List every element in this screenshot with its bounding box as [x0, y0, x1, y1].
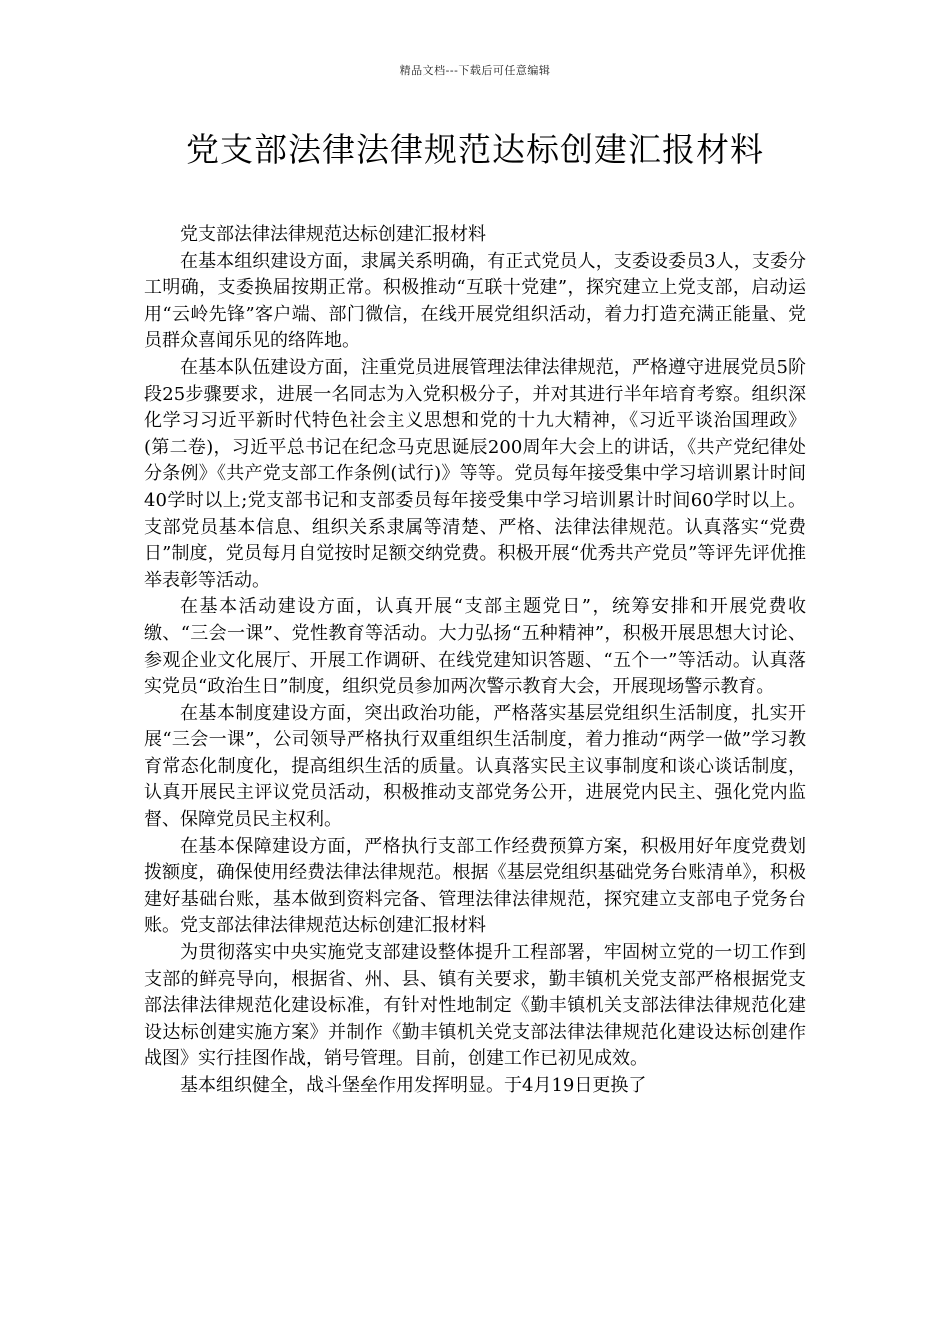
- paragraph-organization-sound: 基本组织健全，战斗堡垒作用发挥明显。于4月19日更换了: [180, 1075, 647, 1096]
- paragraph-team: 在基本队伍建设方面，注重党员进展管理法律法律规范，严格遵守进展党员5阶段25步骤要求，进展一名同志为入党积极分子，并对其进行半年培育考察。组织深化学习习近平新时代特色社会主义思想和党的十九大精神，《习近平谈治国理政》(第二卷)，习近平总书记在纪念马克思诞辰200周年大会上的讲话，《共产党纪律处分条例》《共产党支部工作条例(试行)》等等。党员每年接受集中学习培训累计时间40学时以上;党支部书记和支部委员每年接受集中学习培训累计时间60学时以上。支部党员基本信息、组织关系隶属等清楚、严格、法律法律规范。认真落实“党费日”制度，党员每月自觉按时足额交纳党费。积极开展“优秀共产党员”等评先评优推举表彰等活动。: [144, 356, 806, 591]
- document-title: 党支部法律法律规范达标创建汇报材料: [186, 130, 764, 169]
- paragraph-implementation: 为贯彻落实中央实施党支部建设整体提升工程部署，牢固树立党的一切工作到支部的鲜亮导向，根据省、州、县、镇有关要求，勤丰镇机关党支部严格根据党支部法律法律规范化建设标准，有针对性地制定《勤丰镇机关支部法律法律规范化建设达标创建实施方案》并制作《勤丰镇机关党支部法律法律规范化建设达标创建作战图》实行挂图作战，销号管理。目前，创建工作已初见成效。: [144, 942, 806, 1070]
- paragraph-organization: 在基本组织建设方面，隶属关系明确，有正式党员人，支委设委员3人，支委分工明确，支委换届按期正常。积极推动“互联十党建”，探究建立上党支部，启动运用“云岭先锋”客户端、部门微信，在线开展党组织活动，着力打造充满正能量、党员群众喜闻乐见的络阵地。: [144, 250, 806, 352]
- document-body: [144, 222, 806, 1100]
- paragraph-subtitle: 党支部法律法律规范达标创建汇报材料: [180, 224, 486, 245]
- paragraph-system: 在基本制度建设方面，突出政治功能，严格落实基层党组织生活制度，扎实开展“三会一课”，公司领导严格执行双重组织生活制度，着力推动“两学一做”学习教育常态化制度化，提高组织生活的质量。认真落实民主议事制度和谈心谈话制度，认真开展民主评议党员活动，积极推动支部党务公开，进展党内民主、强化党内监督、保障党员民主权利。: [144, 702, 806, 831]
- page-header-note: 精品文档---下载后可任意编辑: [399, 64, 551, 77]
- paragraph-activities: 在基本活动建设方面，认真开展“支部主题党日”，统筹安排和开展党费收缴、“三会一课”、党性教育等活动。大力弘扬“五种精神”，积极开展思想大讨论、参观企业文化展厅、开展工作调研、在线党建知识答题、“五个一”等活动。认真落实党员“政治生日”制度，组织党员参加两次警示教育大会，开展现场警示教育。: [144, 596, 806, 698]
- paragraph-guarantee: 在基本保障建设方面，严格执行支部工作经费预算方案，积极用好年度党费划拨额度，确保使用经费法律法律规范。根据《基层党组织基础党务台账清单》，积极建好基础台账，基本做到资料完备、管理法律法律规范，探究建立支部电子党务台账。党支部法律法律规范达标创建汇报材料: [144, 835, 806, 937]
